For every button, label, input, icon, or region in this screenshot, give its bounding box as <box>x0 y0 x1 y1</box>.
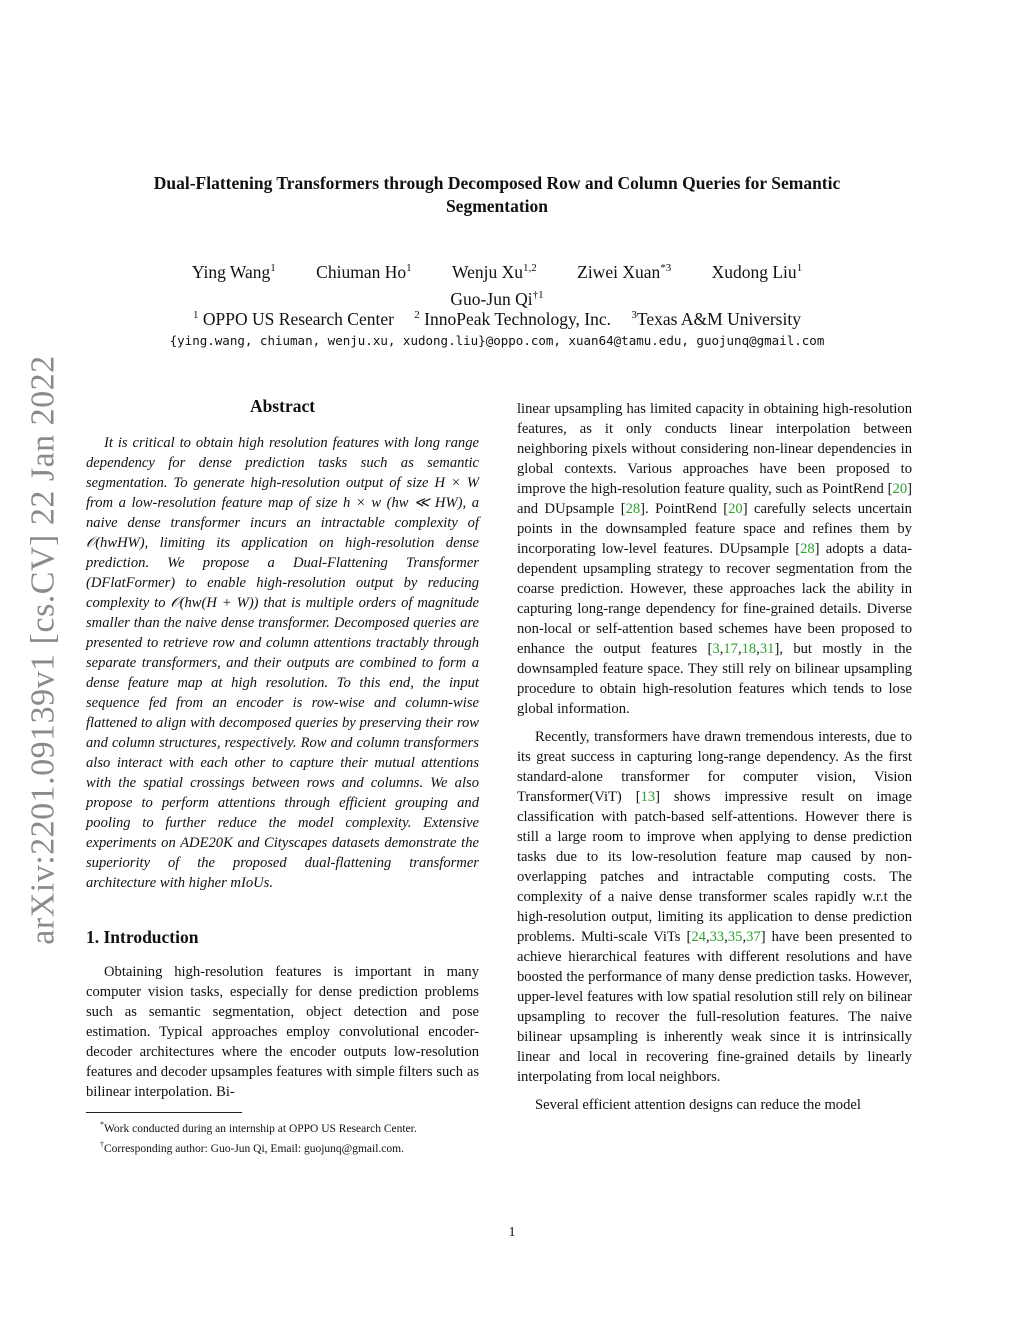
author-list <box>100 257 894 311</box>
citation-link[interactable]: 31 <box>759 641 775 657</box>
citation-link[interactable]: 37 <box>746 929 761 945</box>
citation-link[interactable]: 24 <box>691 929 706 945</box>
abstract-heading: Abstract <box>249 396 316 416</box>
author: Wenju Xu$^{1,2}$ <box>451 261 537 282</box>
title-line-2: Segmentation <box>445 196 549 216</box>
citation-link[interactable]: 28 <box>800 541 815 557</box>
citation-link[interactable]: 13 <box>640 789 656 805</box>
arxiv-stamp-text: arXiv:2201.09139v1 [cs.CV] 22 Jan 2022 <box>25 355 63 945</box>
author: Ying Wang$^1$ <box>191 261 276 282</box>
affiliation: $^2$ InnoPeak Technology, Inc. <box>414 308 612 329</box>
citation-link[interactable]: 20 <box>892 481 908 497</box>
paper-title <box>90 172 904 218</box>
citation-link[interactable]: 35 <box>727 929 743 945</box>
citation-link[interactable]: 20 <box>728 501 743 517</box>
abstract-text: It is critical to obtain high resolution features with long range dependency for dense prediction tasks such as semantic segmentation. To generate high-resolution output of size H × W from a low-resolution feature map of size h × w (hw ≪ HW), a naive dense transformer incurs an intractable complexity of 𝒪(hwHW), limiting its application on high-resolution dense prediction. We propose a Dual-Flattening Transformer (DFlatFormer) to enable high-resolution output by reducing complexity to 𝒪(hw(H + W)) that is multiple orders of magnitude smaller than the naive dense transformer. Decomposed queries are presented to retrieve row and column attentions tractably through separate transformers, and their outputs are combined to form a dense feature map at high resolution. To this end, the input sequence fed from an encoder is row-wise and column-wise flattened to align with decomposed queries by preserving their row and column structures, respectively. Row and column transformers also interact with each other to capture their mutual attentions with the spatial crossings between rows and columns. We also propose to perform attentions through efficient grouping and pooling to further reduce the model complexity. Extensive experiments on ADE20K and Cityscapes datasets demonstrate the superiority of the proposed dual-flattening transformer architecture with higher mIoUs. <box>86 435 479 891</box>
citation-link[interactable]: 33 <box>709 929 725 945</box>
author: Xudong Liu$^1$ <box>711 261 803 282</box>
footnote-divider <box>86 1112 242 1113</box>
title-line-1: Dual-Flattening Transformers through Decomposed Row and Column Queries for Semantic <box>153 173 841 193</box>
footnote-1: *Work conducted during an internship at OPPO US Research Center. <box>100 1120 417 1135</box>
author: Ziwei Xuan$^{*3}$ <box>577 261 672 282</box>
introduction-heading: 1. Introduction <box>86 927 199 947</box>
citation-link[interactable]: 18 <box>741 641 757 657</box>
citation-link[interactable]: 17 <box>723 641 738 657</box>
citation-link[interactable]: 3 <box>712 641 720 657</box>
intro-paragraph-1: Obtaining high-resolution features is important in many computer vision tasks, especially for dense prediction problems such as semantic segmentation, object detection and pose estimation. Typical approaches employ convolutional encoder-decoder architectures where the encoder outputs low-resolution features and decoder upsamples features with simple filters such as bilinear interpolation. Bi- <box>86 964 479 1100</box>
citation-link[interactable]: 28 <box>625 501 641 517</box>
affiliation-list <box>100 304 894 331</box>
right-column <box>517 399 912 1115</box>
intro-paragraph-2: Recently, transformers have drawn tremendous interests, due to its great success in capturing long-range dependency. As the first standard-alone transformer for computer vision, Vision Transformer(ViT) [13] shows impressive result on image classification with patch-based self-attentions. However there is still a large room to improve when applying to dense prediction tasks due to its low-resolution feature map caused by non-overlapping patches and intractable computing costs. The complexity of a naive dense transformer scales rapidly w.r.t the high-resolution output, limiting its application to dense prediction problems. Multi-scale ViTs [24,33,35,37] have been presented to achieve hierarchical features with different resolutions and have boosted the performance of many dense prediction tasks. However, upper-level features with low spatial resolution still rely on bilinear upsampling to recover the full-resolution features. The naive bilinear upsampling is inherently weak since it is intrinsically linear and local in recovering fine-grained details by linearly interpolating from local neighbors. <box>517 729 913 1085</box>
affiliation: $^1$ OPPO US Research Center <box>193 308 394 329</box>
author: Chiuman Ho$^1$ <box>316 261 412 282</box>
page-number: 1 <box>508 1225 516 1240</box>
author-emails: {ying.wang, chiuman, wenju.xu, xudong.liu}@oppo.com, xuan64@tamu.edu, guojunq@gmail.com <box>169 333 825 348</box>
intro-paragraph-1-continued: linear upsampling has limited capacity in obtaining high-resolution features, as it only conducts linear interpolation between neighboring pixels without considering non-linear dependencies in global contexts. Various approaches have been proposed to improve the high-resolution feature quality, such as PointRend [20] and DUpsample [28]. PointRend [20] carefully selects uncertain points in the downsampled feature space and refines them by incorporating low-level features. DUpsample [28] adopts a data-dependent upsampling strategy to recover segmentation from the coarse prediction. However, these approaches lack the ability in capturing long-range dependency for fine-grained details. Diverse non-local or self-attention based schemes have been proposed to enhance the output features [3,17,18,31], but mostly in the downsampled feature space. They still rely on bilinear upsampling procedure to obtain high-resolution features which tends to lose global information. <box>517 401 912 717</box>
intro-paragraph-3: Several efficient attention designs can reduce the model <box>535 1097 861 1113</box>
arxiv-stamp <box>22 355 66 945</box>
author: Guo-Jun Qi$^{\dagger 1}$ <box>450 288 544 309</box>
left-column <box>86 396 479 1157</box>
affiliation: $^3$Texas A&M University <box>631 308 801 329</box>
footnote-2: †Corresponding author: Guo-Jun Qi, Email: guojunq@gmail.com. <box>100 1139 404 1155</box>
